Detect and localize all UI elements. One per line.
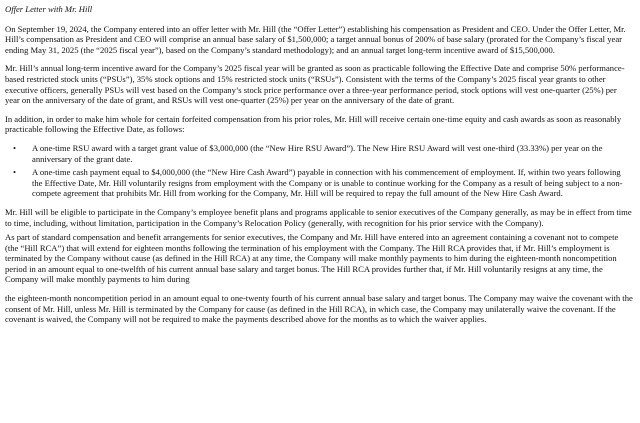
paragraph-offer-letter: On September 19, 2024, the Company entered into an offer letter with Mr. Hill (the “Offer Letter”) establishing his compensation as President and CEO. Under the Offer Letter, Mr. Hill’s compensation as President and CEO will comprise an annual base salary of $1,500,000; a target annual bonus of 200% of base salary (prorated for the Company’s fiscal year ending May 31, 2025 (the “2025 fiscal year”), based on the Company’s standard methodology); and an annual target long-term incentive award of $15,500,000. [5,23,626,55]
paragraph-long-term-incentive: Mr. Hill’s annual long-term incentive award for the Company’s 2025 fiscal year will be granted as soon as practicable following the Effective Date and comprise 50% performance-based restricted stock units (“PSUs”), 35% stock options and 15% restricted stock units (“RSUs”). Consistent with the terms of the Company’s 2025 fiscal year grants to other executive officers, generally PSUs will vest based on the Company’s stock price performance over a three-year performance period, stock options will vest one-quarter (25%) per year on the anniversary of the date of grant, and RSUs will vest one-quarter (25%) per year on the anniversary of the date of grant. [5,63,625,106]
bullet-icon: • [13,142,17,153]
list-item-text: A one-time RSU award with a target grant value of $3,000,000 (the “New Hire RSU Award”). The New Hire RSU Award will vest one-third (33.33%) per year on the anniversary of the grant date. [32,142,603,164]
document-page [5,4,633,333]
award-list [5,143,633,199]
paragraph-benefits: Mr. Hill will be eligible to participate in the Company’s employee benefit plans and programs applicable to senior executives of the Company generally, as may be in effect from time to time, including, without limitation, participation in the Company’s Relocation Policy (generally, with recognition for his prior service with the Company). [5,206,632,228]
list-item-rsu-award [5,143,633,164]
paragraph-hill-rca: As part of standard compensation and benefit arrangements for senior executives, the Company and Mr. Hill have entered into an agreement containing a covenant not to compete (the “Hill RCA”) that will extend for eighteen months following the termination of his employment with the Company. The Hill RCA provides that, if Mr. Hill’s employment is terminated by the Company without cause (as defined in the Hill RCA) at any time, the Company will make monthly payments to him during the eighteen-month noncompetition period in an amount equal to one-twelfth of his current annual base salary and target bonus. The Hill RCA provides further that, if Mr. Hill voluntarily resigns at any time, the Company will make monthly payments to him during [5,232,619,285]
paragraph-make-whole: In addition, in order to make him whole for certain forfeited compensation from his prior roles, Mr. Hill will receive certain one-time equity and cash awards as soon as reasonably practicable following the Effective Date, as follows: [5,113,622,135]
list-item-text: A one-time cash payment equal to $4,000,000 (the “New Hire Cash Award”) payable in connection with his commencement of employment. If, within two years following the Effective Date, Mr. Hill voluntarily resigns from employment with the Company or is unable to continue working for the Company as a result of being subject to a non-compete agreement that prohibits Mr. Hill from working for the Company, Mr. Hill will be required to repay the full amount of the New Hire Cash Award. [32,167,623,199]
bullet-icon: • [13,167,17,178]
paragraph-hill-rca-continued: the eighteen-month noncompetition period in an amount equal to one-twenty fourth of his current annual base salary and target bonus. The Company may waive the covenant with the consent of Mr. Hill, unless Mr. Hill is terminated by the Company for cause (as defined in the Hill RCA), in which case, the Company may unilaterally waive the covenant. If the covenant is waived, the Company will not be required to make the payments described above for the months as to which the waiver applies. [5,293,633,325]
document-title: Offer Letter with Mr. Hill [5,4,93,14]
list-item-cash-award [5,167,633,199]
